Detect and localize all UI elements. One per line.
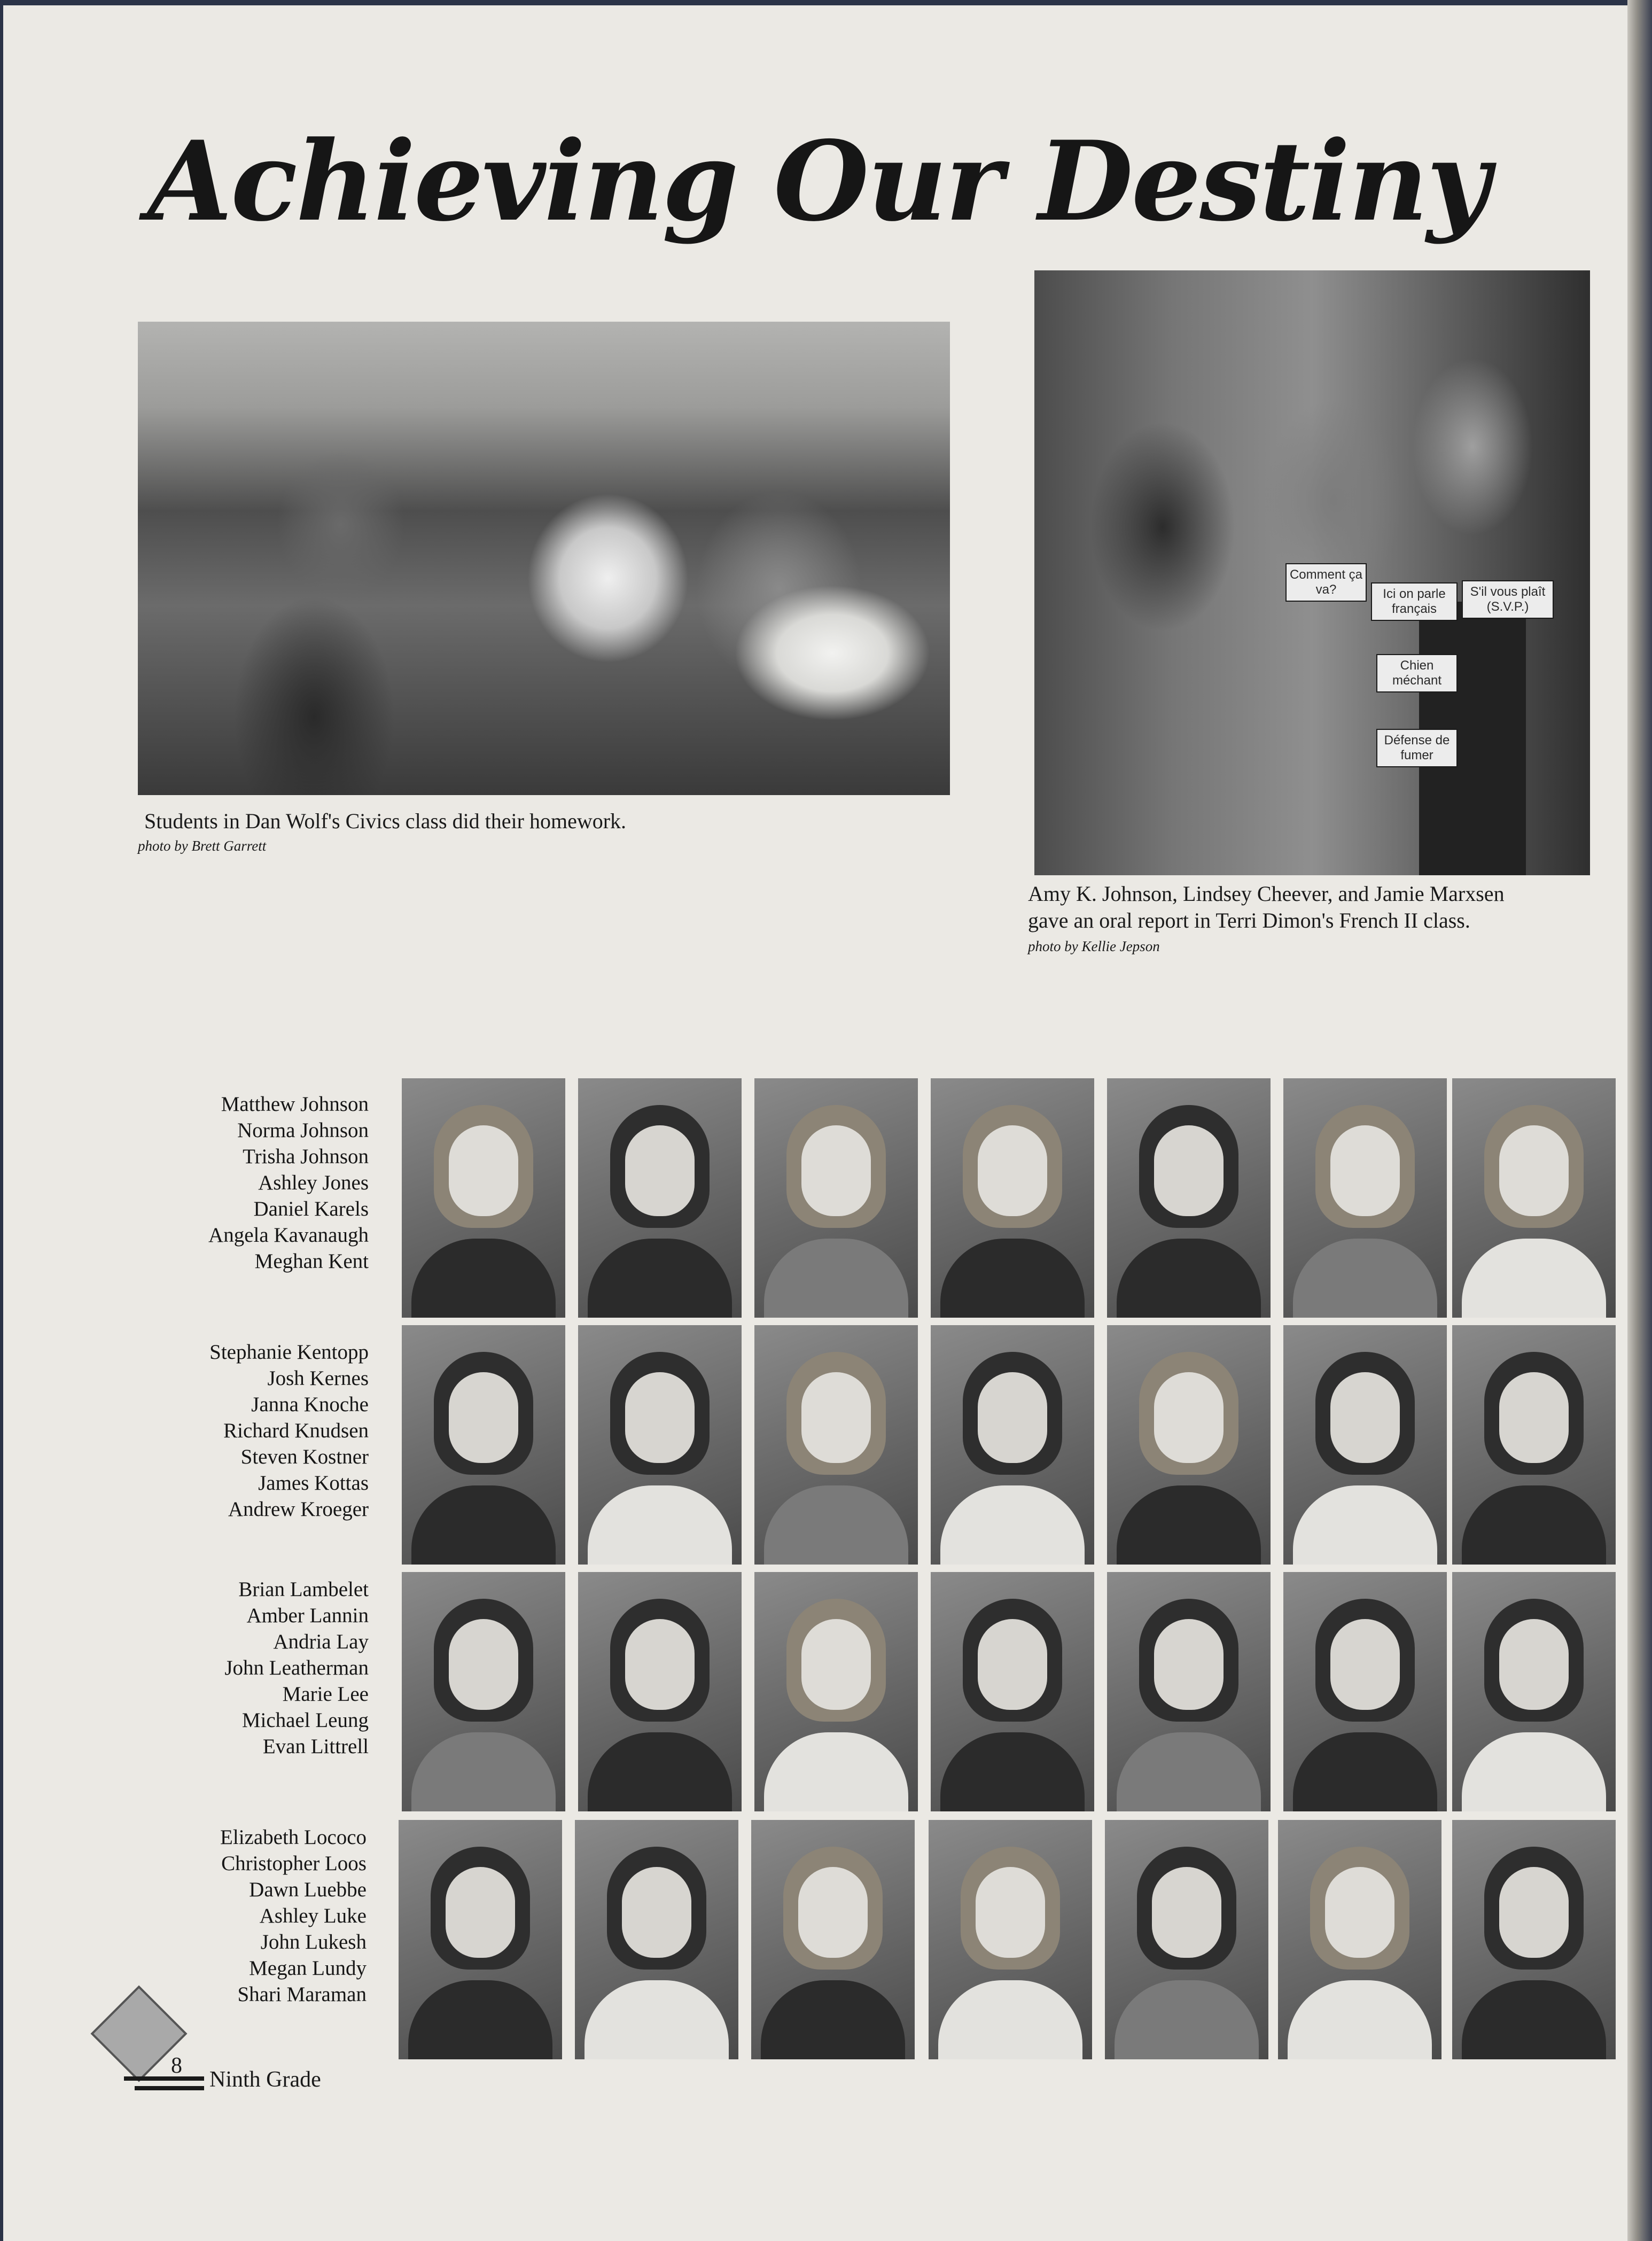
portrait-face: [449, 1619, 518, 1710]
name-list-row-3: [139, 1576, 369, 1760]
portrait-face: [1499, 1125, 1569, 1216]
portrait-shirt: [588, 1485, 732, 1565]
french-photo-caption-line-1: Amy K. Johnson, Lindsey Cheever, and Jamie Marxsen: [1028, 882, 1505, 906]
portrait-shirt: [761, 1980, 905, 2059]
portrait-shirt: [940, 1239, 1085, 1318]
french-photo-caption-line-2: gave an oral report in Terri Dimon's French II class.: [1028, 908, 1470, 932]
portrait-shirt: [940, 1485, 1085, 1565]
student-name: Matthew Johnson: [221, 1093, 369, 1116]
student-name: Christopher Loos: [221, 1852, 367, 1875]
sign-chien-mechant: Chien méchant: [1376, 654, 1458, 692]
portrait-shirt: [411, 1239, 556, 1318]
student-name: Ashley Luke: [259, 1904, 367, 1927]
student-name: Dawn Luebbe: [249, 1878, 367, 1901]
portrait-face: [978, 1125, 1047, 1216]
student-portrait: [929, 1820, 1092, 2059]
portrait-shirt: [764, 1239, 908, 1318]
portrait-face: [1154, 1125, 1224, 1216]
sign-sil-vous-plait: S'il vous plaît (S.V.P.): [1462, 580, 1554, 619]
student-name: Janna Knoche: [251, 1393, 369, 1416]
sign-defense-de-fumer: Défense de fumer: [1376, 729, 1458, 767]
student-name: Daniel Karels: [253, 1197, 369, 1220]
student-portrait: [1452, 1078, 1616, 1318]
folio-stripe: [135, 2086, 204, 2090]
student-portrait: [1105, 1820, 1268, 2059]
sign-ici-on-parle-francais: Ici on parle français: [1371, 582, 1458, 621]
portrait-face: [798, 1867, 868, 1958]
student-portrait: [754, 1078, 918, 1318]
portrait-shirt: [1293, 1732, 1437, 1811]
portrait-face: [625, 1619, 695, 1710]
sign-comment-ca-va: Comment ça va?: [1285, 563, 1367, 602]
student-name: Brian Lambelet: [238, 1578, 369, 1601]
portrait-face: [801, 1125, 871, 1216]
student-portrait: [402, 1325, 565, 1565]
student-name: Megan Lundy: [249, 1957, 367, 1980]
yearbook-page: [3, 5, 1627, 2241]
name-list-row-2: [139, 1339, 369, 1522]
student-name: Norma Johnson: [237, 1119, 369, 1142]
portrait-face: [1325, 1867, 1394, 1958]
student-portrait: [578, 1572, 742, 1811]
french-class-photo: [1034, 270, 1590, 875]
student-portrait: [402, 1078, 565, 1318]
student-portrait: [1452, 1820, 1616, 2059]
student-name: Andria Lay: [273, 1630, 369, 1653]
portrait-shirt: [408, 1980, 552, 2059]
portrait-shirt: [1117, 1732, 1261, 1811]
portrait-shirt: [1462, 1485, 1606, 1565]
page-number: 8: [171, 2053, 182, 2078]
student-portrait: [751, 1820, 915, 2059]
student-name: Stephanie Kentopp: [209, 1341, 369, 1364]
student-portrait: [1107, 1572, 1271, 1811]
civics-class-photo: [138, 322, 950, 795]
page-title: Achieving Our Destiny: [147, 118, 1489, 246]
student-portrait: [1107, 1325, 1271, 1565]
portrait-shirt: [1115, 1980, 1259, 2059]
student-portrait: [402, 1572, 565, 1811]
portrait-shirt: [1462, 1732, 1606, 1811]
student-name: Richard Knudsen: [223, 1419, 369, 1442]
civics-photo-credit: photo by Brett Garrett: [138, 838, 267, 854]
student-name: Evan Littrell: [262, 1735, 369, 1758]
portrait-shirt: [1117, 1239, 1261, 1318]
student-name: Ashley Jones: [258, 1171, 369, 1194]
portrait-shirt: [938, 1980, 1082, 2059]
folio-stripe: [124, 2076, 204, 2081]
student-name: John Lukesh: [260, 1931, 367, 1954]
portrait-face: [801, 1619, 871, 1710]
portrait-shirt: [588, 1239, 732, 1318]
student-name: Angela Kavanaugh: [208, 1224, 369, 1247]
portrait-shirt: [1462, 1239, 1606, 1318]
student-name: Meghan Kent: [254, 1250, 369, 1273]
civics-photo-caption: Students in Dan Wolf's Civics class did their homework.: [144, 809, 627, 833]
portrait-face: [1330, 1125, 1400, 1216]
portrait-face: [449, 1372, 518, 1463]
portrait-face: [1499, 1867, 1569, 1958]
student-portrait: [578, 1325, 742, 1565]
portrait-face: [1499, 1619, 1569, 1710]
student-name: Shari Maraman: [237, 1983, 367, 2006]
student-name: Trisha Johnson: [243, 1145, 369, 1168]
section-label: Ninth Grade: [209, 2067, 321, 2092]
student-portrait: [931, 1572, 1094, 1811]
portrait-face: [1330, 1619, 1400, 1710]
student-portrait: [1278, 1820, 1441, 2059]
portrait-shirt: [1293, 1239, 1437, 1318]
portrait-shirt: [411, 1485, 556, 1565]
french-photo-credit: photo by Kellie Jepson: [1028, 938, 1160, 954]
student-name: Steven Kostner: [240, 1445, 369, 1468]
student-portrait: [931, 1078, 1094, 1318]
portrait-face: [1152, 1867, 1221, 1958]
portrait-shirt: [1117, 1485, 1261, 1565]
portrait-face: [625, 1372, 695, 1463]
student-portrait: [578, 1078, 742, 1318]
portrait-shirt: [764, 1485, 908, 1565]
student-portrait: [575, 1820, 738, 2059]
portrait-shirt: [1293, 1485, 1437, 1565]
portrait-face: [801, 1372, 871, 1463]
student-name: Elizabeth Lococo: [220, 1826, 367, 1849]
portrait-shirt: [585, 1980, 729, 2059]
student-portrait: [1452, 1572, 1616, 1811]
portrait-face: [1330, 1372, 1400, 1463]
portrait-face: [1154, 1372, 1224, 1463]
student-name: Michael Leung: [241, 1709, 369, 1732]
portrait-shirt: [411, 1732, 556, 1811]
portrait-shirt: [1288, 1980, 1432, 2059]
student-name: Josh Kernes: [267, 1367, 369, 1390]
student-portrait: [1283, 1078, 1447, 1318]
student-portrait: [399, 1820, 562, 2059]
portrait-shirt: [764, 1732, 908, 1811]
student-portrait: [1283, 1572, 1447, 1811]
portrait-face: [976, 1867, 1045, 1958]
portrait-face: [449, 1125, 518, 1216]
student-portrait: [754, 1325, 918, 1565]
portrait-face: [978, 1619, 1047, 1710]
student-name: Marie Lee: [282, 1683, 369, 1706]
name-list-row-1: [139, 1091, 369, 1274]
page-edge-shadow: [1627, 0, 1652, 2241]
portrait-face: [446, 1867, 515, 1958]
student-portrait: [931, 1325, 1094, 1565]
portrait-shirt: [1462, 1980, 1606, 2059]
portrait-face: [622, 1867, 691, 1958]
portrait-face: [1154, 1619, 1224, 1710]
student-portrait: [754, 1572, 918, 1811]
portrait-shirt: [588, 1732, 732, 1811]
portrait-shirt: [940, 1732, 1085, 1811]
portrait-face: [1499, 1372, 1569, 1463]
student-name: James Kottas: [258, 1472, 369, 1495]
name-list-row-4: [137, 1824, 367, 2007]
portrait-face: [625, 1125, 695, 1216]
student-portrait: [1452, 1325, 1616, 1565]
student-name: John Leatherman: [224, 1656, 369, 1679]
student-name: Amber Lannin: [246, 1604, 369, 1627]
student-name: Andrew Kroeger: [228, 1498, 369, 1521]
portrait-face: [978, 1372, 1047, 1463]
student-portrait: [1283, 1325, 1447, 1565]
student-portrait: [1107, 1078, 1271, 1318]
